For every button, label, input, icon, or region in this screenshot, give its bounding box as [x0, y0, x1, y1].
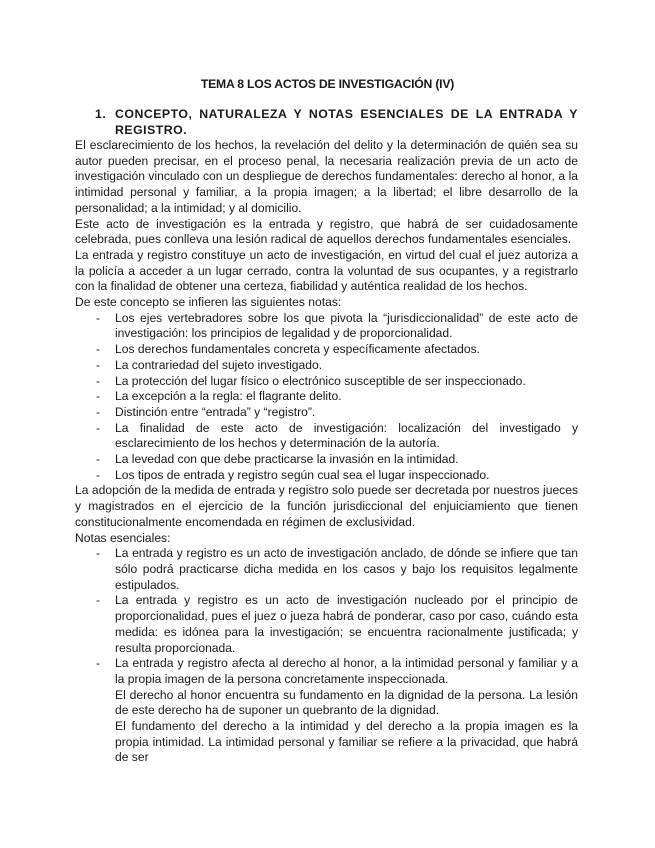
essential-notes-list: [75, 546, 578, 766]
bullet-dash: -: [96, 373, 101, 388]
bullet-dash: -: [96, 404, 101, 419]
list-item-text: La contrariedad del sujeto investigado.: [115, 357, 323, 372]
bullet-dash: -: [96, 310, 101, 325]
paragraph: De este concepto se infieren las siguientes notas:: [75, 295, 342, 310]
bullet-dash: -: [96, 546, 101, 561]
list-item-text: La protección del lugar físico o electrónico susceptible de ser inspeccionado.: [115, 373, 526, 388]
document-body: [75, 138, 578, 766]
list-item: [75, 656, 578, 766]
bullet-dash: -: [96, 467, 101, 482]
list-item: [75, 546, 578, 593]
list-item-subparagraph: El derecho al honor encuentra su fundamento en la dignidad de la persona. La lesión de este derecho ha de suponer un quebranto de la dignidad.: [115, 687, 578, 718]
bullet-dash: -: [96, 593, 101, 608]
list-item-text: La entrada y registro es un acto de investigación nucleado por el principio de proporcionalidad, pues el juez o jueza habrá de ponderar, caso por caso, cuándo esta medida: es idónea para la investigación; se encuentra racionalmente justificada; y resulta proporcionada.: [115, 593, 578, 655]
section-heading-text: CONCEPTO, NATURALEZA Y NOTAS ESENCIALES DE LA ENTRADA Y REGISTRO.: [115, 107, 578, 137]
section-number: 1.: [95, 107, 107, 121]
bullet-dash: -: [96, 420, 101, 435]
list-item: [75, 342, 578, 358]
list-item: [75, 389, 578, 405]
list-item-text: Los tipos de entrada y registro según cual sea el lugar inspeccionado.: [115, 467, 490, 482]
list-item: [75, 452, 578, 468]
paragraph: Notas esenciales:: [75, 530, 171, 545]
bullet-dash: -: [96, 452, 101, 467]
list-item-text: La levedad con que debe practicarse la invasión en la intimidad.: [115, 452, 459, 467]
list-item-text: Distinción entre “entrada” y “registro”.: [115, 404, 316, 419]
list-item: [75, 405, 578, 421]
list-item-text: La entrada y registro afecta al derecho al honor, a la intimidad personal y familiar y a la propia imagen de la persona concretamente inspeccionada.: [115, 656, 578, 686]
bullet-dash: -: [96, 656, 101, 671]
bullet-dash: -: [96, 389, 101, 404]
paragraph: Este acto de investigación es la entrada y registro, que habrá de ser cuidadosamente celebrada, pues conlleva una lesión radical de aquellos derechos fundamentales esenciales.: [75, 216, 578, 247]
bullet-dash: -: [96, 357, 101, 372]
list-item-text: La finalidad de este acto de investigación: localización del investigado y esclarecimiento de los hechos y determinación de la autoría.: [115, 420, 578, 451]
paragraph: La adopción de la medida de entrada y registro solo puede ser decretada por nuestros jueces y magistrados en el ejercicio de la función jurisdiccional del enjuiciamiento que tienen constitucionalmente encomendada en régimen de exclusividad.: [75, 483, 578, 529]
list-item-text: Los derechos fundamentales concreta y específicamente afectados.: [115, 342, 481, 357]
list-item-text: Los ejes vertebradores sobre los que pivota la “jurisdiccionalidad” de este acto de investigación: los principios de legalidad y de proporcionalidad.: [115, 310, 578, 341]
list-item: [75, 421, 578, 452]
document-title: TEMA 8 LOS ACTOS DE INVESTIGACIÓN (IV): [200, 77, 455, 91]
paragraph: La entrada y registro constituye un acto de investigación, en virtud del cual el juez autoriza a la policía a acceder a un lugar cerrado, contra la voluntad de sus ocupantes, y a registrarlo con la finalidad de obtener una certeza, fiabilidad y auténtica realidad de los hechos.: [75, 247, 578, 294]
list-item: [75, 311, 578, 342]
paragraph: El esclarecimiento de los hechos, la revelación del delito y la determinación de quién sea su autor pueden precisar, en el proceso penal, la necesaria realización previa de un acto de investigación vinculado con un despliegue de derechos fundamentales: derecho al honor, a la intimidad personal y familiar, a la propia imagen; a la libertad; el libre desarrollo de la personalidad; a la intimidad; y al domicilio.: [75, 138, 578, 215]
list-item-subparagraph: El fundamento del derecho a la intimidad y del derecho a la propia imagen es la propia intimidad. La intimidad personal y familiar se refiere a la privacidad, que habrá de ser: [115, 719, 578, 765]
list-item: [75, 468, 578, 484]
list-item-text: La entrada y registro es un acto de investigación anclado, de dónde se infiere que tan sólo podrá practicarse dicha medida en los casos y bajo los requisitos legalmente estipulados.: [115, 546, 578, 592]
bullet-dash: -: [96, 342, 101, 357]
list-item-text: La excepción a la regla: el flagrante delito.: [115, 389, 342, 404]
section-heading: [95, 106, 578, 138]
notes-list: [75, 311, 578, 484]
list-item: [75, 593, 578, 656]
list-item: [75, 358, 578, 374]
list-item: [75, 374, 578, 390]
